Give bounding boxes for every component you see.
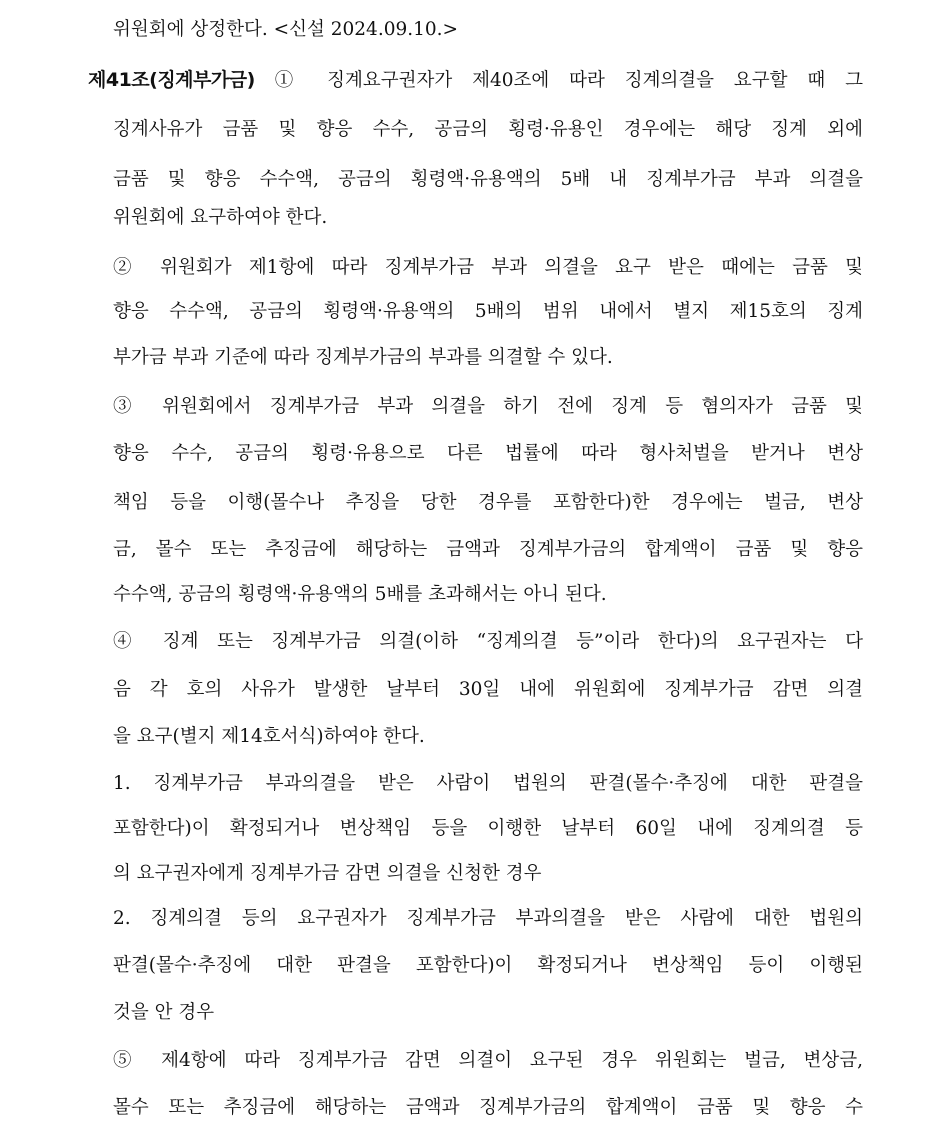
text-line: 의 요구권자에게 징계부가금 감면 의결을 신청한 경우 xyxy=(113,863,542,884)
text-line: 위원회에 상정한다. <신설 2024.09.10.> xyxy=(113,19,459,40)
text-line: 향응 수수, 공금의 횡령·유용으로 다른 법률에 따라 형사처벌을 받거나 변상 xyxy=(113,443,863,464)
text-line: 금, 몰수 또는 추징금에 해당하는 금액과 징계부가금의 합계액이 금품 및 향응 xyxy=(113,539,863,560)
text-line: 판결(몰수·추징에 대한 판결을 포함한다)이 확정되거나 변상책임 등이 이행된 xyxy=(113,955,863,976)
text-line: 금품 및 향응 수수액, 공금의 횡령액·유용액의 5배 내 징계부가금 부과 의결을 xyxy=(113,169,863,190)
text-line: 포함한다)이 확정되거나 변상책임 등을 이행한 날부터 60일 내에 징계의결 등 xyxy=(113,818,863,839)
text-line: 부가금 부과 기준에 따라 징계부가금의 부과를 의결할 수 있다. xyxy=(113,347,613,368)
text-line: ③ 위원회에서 징계부가금 부과 의결을 하기 전에 징계 등 혐의자가 금품 및 xyxy=(113,396,863,417)
article-title: 제41조(징계부가금) xyxy=(88,69,255,91)
text-line: ② 위원회가 제1항에 따라 징계부가금 부과 의결을 요구 받은 때에는 금품 및 xyxy=(113,257,863,278)
text-line: ⑤ 제4항에 따라 징계부가금 감면 의결이 요구된 경우 위원회는 벌금, 변상금, xyxy=(113,1050,863,1071)
text-line: ④ 징계 또는 징계부가금 의결(이하 “징계의결 등”이라 한다)의 요구권자는 다 xyxy=(113,631,863,652)
text-line: 을 요구(별지 제14호서식)하여야 한다. xyxy=(113,726,425,747)
text-line: 것을 안 경우 xyxy=(113,1002,215,1023)
text-line: 수수액, 공금의 횡령액·유용액의 5배를 초과해서는 아니 된다. xyxy=(113,584,607,605)
text-line: 2. 징계의결 등의 요구권자가 징계부가금 부과의결을 받은 사람에 대한 법원의 xyxy=(113,908,863,929)
text-line: 징계사유가 금품 및 향응 수수, 공금의 횡령·유용인 경우에는 해당 징계 외에 xyxy=(113,119,863,140)
text-line: 위원회에 요구하여야 한다. xyxy=(113,207,328,228)
text-line: 몰수 또는 추징금에 해당하는 금액과 징계부가금의 합계액이 금품 및 향응 수 xyxy=(113,1097,863,1118)
article-heading-line xyxy=(88,66,863,95)
text-line: ① 징계요구권자가 제40조에 따라 징계의결을 요구할 때 그 xyxy=(260,70,863,91)
text-line: 향응 수수액, 공금의 횡령액·유용액의 5배의 범위 내에서 별지 제15호의 징계 xyxy=(113,301,863,322)
text-line: 1. 징계부가금 부과의결을 받은 사람이 법원의 판결(몰수·추징에 대한 판결을 xyxy=(113,773,863,794)
text-line: 음 각 호의 사유가 발생한 날부터 30일 내에 위원회에 징계부가금 감면 의결 xyxy=(113,679,863,700)
text-line: 책임 등을 이행(몰수나 추징을 당한 경우를 포함한다)한 경우에는 벌금, 변상 xyxy=(113,492,863,513)
